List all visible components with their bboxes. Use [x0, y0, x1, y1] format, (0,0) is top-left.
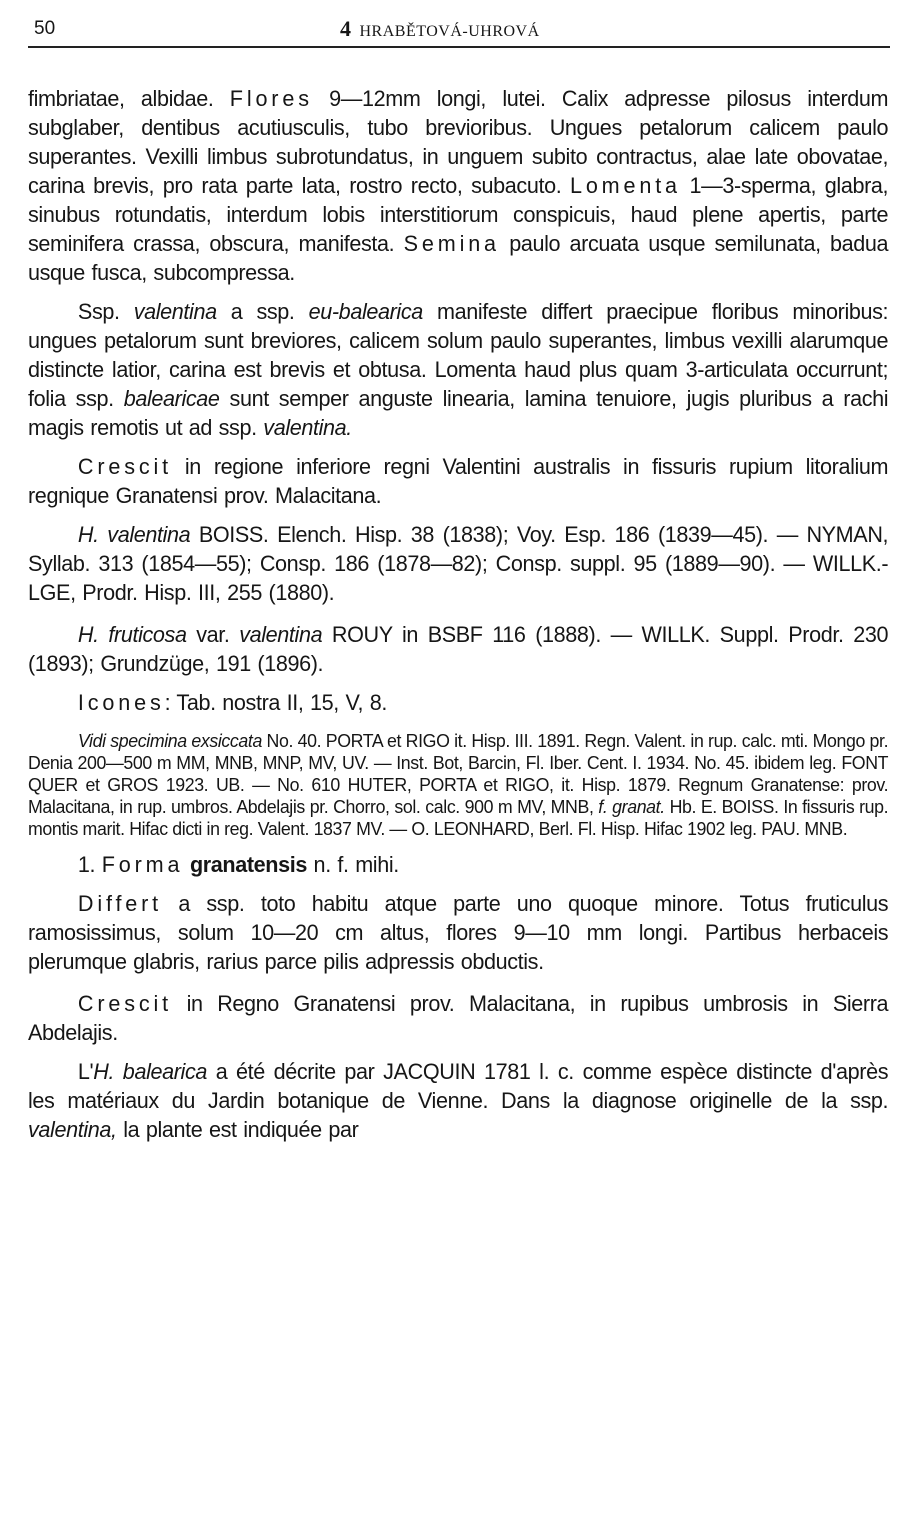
taxon-name: H. fruticosa — [77, 622, 187, 647]
taxon-name: balearicae — [123, 386, 220, 411]
paragraph-comparison — [28, 297, 888, 442]
text: L' — [77, 1059, 94, 1084]
text: sunt semper anguste linearia, lamina tenuiore, jugis pluribus a rachi magis remotis ut ad ssp. — [28, 386, 889, 440]
spaced-term: Icones — [77, 690, 165, 715]
text: 9—12mm longi, lutei. Calix adpresse pilosus interdum subglaber, dentibus acutiusculis, tubo brevioribus. Ungues petalorum calicem paulo superantes. Vexilli limbus subrotundatus, in unguem subito contractus, alae late obovatae, carina brevis, pro rata parte lata, rostro recto, subacuto. — [28, 86, 889, 198]
text: Hb. E. BOISS. In fissuris rup. montis marit. Hifac dicti in reg. Valent. 1837 MV. — O. LEONHARD, Berl. Fl. Hisp. Hifac 1902 leg. PAU. MNB. — [28, 796, 889, 839]
taxon-name: valentina — [239, 622, 323, 647]
text: manifeste differt praecipue floribus minoribus: ungues petalorum sunt breviores, calicem solum paulo superantes, limbus vexilli alarumque distincte latior, carina est brevis et obtusa. Lomenta haud plus quam 3-articulata occurrunt; folia ssp. — [28, 299, 889, 411]
text: a ssp. — [216, 299, 309, 324]
header-rule — [28, 46, 890, 48]
text — [183, 852, 190, 877]
paragraph-synonymy-1 — [28, 520, 888, 607]
paragraph-differt — [28, 889, 888, 976]
text: a été décrite par JACQUIN 1781 l. c. comme espèce distincte d'après les matériaux du Jardin botanique de Vienne. Dans la diagnose originelle de la ssp. — [28, 1059, 889, 1113]
spaced-term: Differt — [77, 891, 163, 916]
taxon-name: valentina. — [263, 415, 352, 440]
italic-heading: Vidi specimina exsiccata — [77, 730, 262, 751]
paragraph-history — [28, 1057, 888, 1144]
chapter-number: 4 — [340, 16, 352, 41]
taxon-name: H. balearica — [93, 1059, 208, 1084]
text: BOISS. Elench. Hisp. 38 (1838); Voy. Esp. 186 (1839—45). — NYMAN, Syllab. 313 (1854—55); Consp. 186 (1878—82); Consp. suppl. 95 (1889—90). — WILLK.-LGE, Prodr. Hisp. III, 255 (1880). — [28, 522, 889, 605]
taxon-name: valentina, — [28, 1117, 117, 1142]
author-name: HRABĚTOVÁ-UHROVÁ — [359, 23, 540, 40]
text: la plante est indiquée par — [116, 1117, 359, 1142]
spaced-term: Flores — [229, 86, 313, 111]
text: No. 40. PORTA et RIGO it. Hisp. III. 1891. Regn. Valent. in rup. calc. mti. Mongo pr. Denia 200—500 m MM, MNB, MNP, MV, UV. — Inst. Bot, Barcin, Fl. Iber. Cent. I. 1934. No. 45. ibidem leg. FONT QUER et GROS 1923. UB. — No. 610 HUTER, PORTA et RIGO, it. Hisp. 1879. Regnum Granatense: prov. Malacitana, in rup. umbros. Abdelajis pr. Chorro, sol. calc. 900 m MV, MNB, — [28, 730, 889, 817]
spaced-term: Crescit — [77, 454, 173, 479]
paragraph-description — [28, 84, 888, 287]
spaced-term: Semina — [403, 231, 500, 256]
spaced-term: Forma — [101, 852, 184, 877]
text: 1—3-sperma, glabra, sinubus rotundatis, interdum lobis interstitiorum conspicuis, haud plene apertis, parte seminifera crassa, obscura, manifesta. — [28, 173, 889, 256]
page-number: 50 — [34, 18, 56, 39]
paragraph-habitat — [28, 452, 888, 510]
text: fimbriatae, albidae. — [28, 86, 230, 111]
text: var. — [186, 622, 240, 647]
running-head — [340, 16, 540, 42]
text: in Regno Granatensi prov. Malacitana, in rupibus umbrosis in Sierra Abdelajis. — [28, 991, 889, 1045]
paragraph-habitat-2 — [28, 989, 888, 1047]
text: in regione inferiore regni Valentini australis in fissuris rupium litoralium regnique Granatensi prov. Malacitana. — [28, 454, 889, 508]
spaced-term: Lomenta — [569, 173, 681, 198]
text: a ssp. toto habitu atque parte uno quoque minore. Totus fruticulus ramosissimus, solum 10—20 cm altus, flores 9—10 mm longi. Partibus herbaceis plerumque glabris, rarius parce pilis adpressis obductis. — [28, 891, 889, 974]
paragraph-synonymy-2 — [28, 620, 888, 678]
text: 1. — [77, 852, 102, 877]
text: Ssp. — [77, 299, 134, 324]
text: n. f. mihi. — [306, 852, 399, 877]
taxon-name: eu-balearica — [308, 299, 423, 324]
text: : Tab. nostra II, 15, V, 8. — [164, 690, 387, 715]
page-header — [22, 14, 890, 48]
taxon-name: valentina — [133, 299, 217, 324]
taxon-name: f. granat. — [598, 796, 665, 817]
text: ROUY in BSBF 116 (1888). — WILLK. Suppl. Prodr. 230 (1893); Grundzüge, 191 (1896). — [28, 622, 889, 676]
paragraph-specimens — [28, 730, 888, 840]
taxon-name: H. valentina — [77, 522, 191, 547]
spaced-term: Crescit — [77, 991, 173, 1016]
text: paulo arcuata usque semilunata, badua usque fusca, subcompressa. — [28, 231, 889, 285]
paragraph-forma — [28, 850, 888, 879]
paragraph-icones — [28, 688, 888, 717]
page-body — [28, 84, 888, 1144]
taxon-name-bold: granatensis — [189, 852, 307, 877]
